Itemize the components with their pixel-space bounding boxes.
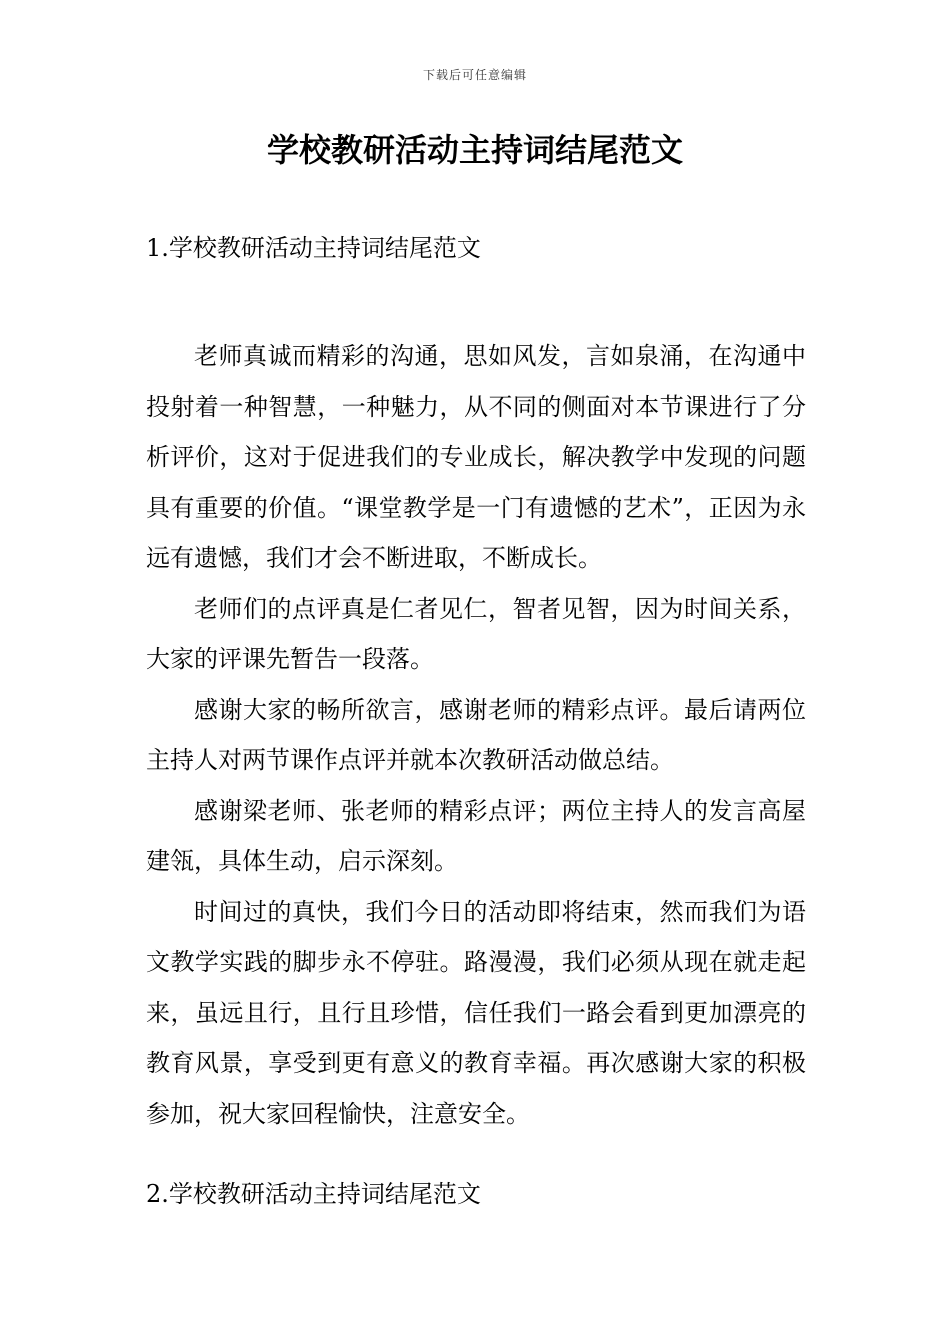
paragraph-1: 老师真诚而精彩的沟通，思如风发，言如泉涌，在沟通中投射着一种智慧，一种魅力，从不同的侧面对本节课进行了分析评价，这对于促进我们的专业成长，解决教学中发现的问题具有重要的价值。“课堂教学是一门有遗憾的艺术”，正因为永远有遗憾，我们才会不断进取，不断成长。 [146,342,806,572]
paragraph-2: 老师们的点评真是仁者见仁，智者见智，因为时间关系，大家的评课先暂告一段落。 [146,594,806,673]
body-text [146,331,806,1139]
paragraph-3: 感谢大家的畅所欲言，感谢老师的精彩点评。最后请两位主持人对两节课作点评并就本次教研活动做总结。 [146,695,806,774]
section-heading-1: 1.学校教研活动主持词结尾范文 [146,234,481,262]
header-note: 下载后可任意编辑 [422,68,527,82]
document-title: 学校教研活动主持词结尾范文 [266,131,683,169]
section-heading-2: 2.学校教研活动主持词结尾范文 [146,1180,481,1208]
paragraph-5: 时间过的真快，我们今日的活动即将结束，然而我们为语文教学实践的脚步永不停驻。路漫漫，我们必须从现在就走起来，虽远且行，且行且珍惜，信任我们一路会看到更加漂亮的教育风景，享受到更有意义的教育幸福。再次感谢大家的积极参加，祝大家回程愉快，注意安全。 [146,897,806,1128]
paragraph-4: 感谢梁老师、张老师的精彩点评；两位主持人的发言高屋建瓴，具体生动，启示深刻。 [146,796,806,875]
